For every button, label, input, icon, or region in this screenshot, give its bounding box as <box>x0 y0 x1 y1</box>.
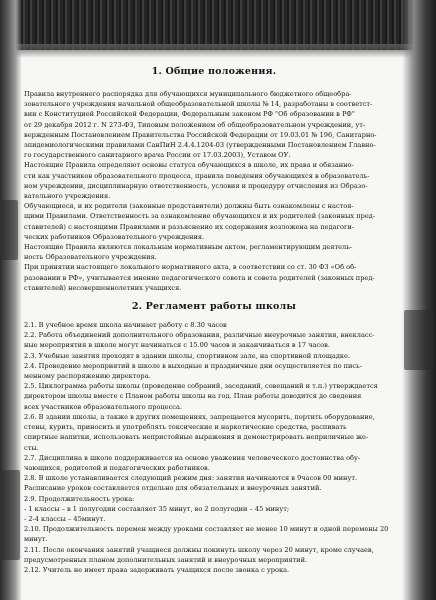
text-line: чающихся, родителей и педагогических работников. <box>24 463 210 472</box>
text-line: эпидемиологическими правилами СанПиН 2.4.4.1204-03 (утвержденными Постановлением Главно- <box>24 141 376 150</box>
text-line: го государственного санитарного врача России от 17.03.2003), Уставом ОУ. <box>24 151 291 160</box>
text-line: - 1 классы – в 1 полугодии составляет 35 минут, во 2 полугодии – 45 минут; <box>24 504 290 513</box>
section-2-title: 2. Регламент работы школы <box>131 301 297 313</box>
text-line: сти как участников образовательного процесса, правила поведения обучающихся в образователь- <box>24 171 370 180</box>
text-line: ные мероприятия в школе могут начинаться с 15.00 часов и заканчиваться в 17 часов. <box>24 341 330 350</box>
text-line: 2.6. В здании школы, а также в других помещениях, запрещается мусорить, портить оборудование, <box>24 412 375 421</box>
text-line: вержденным Постановлением Правительства Российской Федерации от 19.03.01 № 196, Санитарно- <box>24 130 377 139</box>
scan-smudge <box>2 470 20 560</box>
text-line: стены, курить, приносить и употреблять токсические и наркотические средства, распивать <box>24 423 347 432</box>
section-1-text <box>24 89 404 293</box>
text-line: 2.10. Продолжительность перемен между уроками составляет не менее 10 минут и одной перемены 20 <box>24 525 389 534</box>
text-line: ность Образовательного учреждения. <box>24 253 157 262</box>
text-line: сты. <box>24 443 39 452</box>
text-line: При принятии настоящего локального нормативного акта, в соответствии со ст. 30 ФЗ «Об об- <box>24 263 357 272</box>
text-line: зовательного учреждения начальной общеобразовательной школы № 14, разработаны в соответст- <box>24 100 373 109</box>
section-2-text <box>24 320 404 575</box>
text-line: Настоящие Правила определяют основы статуса обучающихся в школе, их права и обязанно- <box>24 161 354 170</box>
text-line: ческих работников Образовательного учреждения. <box>24 232 205 241</box>
text-line: разовании в РФ», учитывается мнение педагогического совета и совета родителей (законных пред- <box>24 273 375 282</box>
text-line: от 29 декабря 2012 г. N 273-ФЗ, Типовым положением об общеобразовательном учреждении, ут- <box>24 120 366 129</box>
text-line: ном учреждении, дисциплинарную ответственность, условия и процедуру отчисления из Образо- <box>24 181 368 190</box>
text-line: ставителей) несовершеннолетних учащихся. <box>24 283 182 292</box>
scan-smudge <box>404 310 434 370</box>
text-line: 2.3. Учебные занятия проходят в здании школы, спортивном зале, на спортивной площадке. <box>24 351 350 360</box>
text-line: Правила внутреннего распорядка для обучающихся муниципального бюджетного общеобра- <box>24 90 352 98</box>
text-line: предусмотренных планом дополнительных занятий и внеурочных мероприятий. <box>24 555 308 564</box>
scan-right-edge <box>402 0 436 600</box>
text-line: 2.2. Работа объединений дополнительного образования, различные внеурочные занятия, внекласс- <box>24 331 375 340</box>
text-line: спиртные напитки, использовать непристойные выражения и демонстрировать неприличные же- <box>24 433 369 442</box>
text-line: Расписание уроков составляется отдельно для обязательных и внеурочных занятий. <box>24 484 322 493</box>
text-line: 2.8. В школе устанавливается следующий режим дня: занятия начинаются в 9часов 00 минут. <box>24 474 358 483</box>
text-line: 2.12. Учитель не имеет права задерживать учащихся после звонка с урока. <box>24 565 290 574</box>
text-line: ставителей) с настоящими Правилами и разъяснение их содержания возложена на педагоги- <box>24 222 355 231</box>
scan-top-shadow <box>0 44 436 58</box>
text-line: щими Правилами. Ответственность за ознакомление обучающихся и их родителей (законных пред- <box>24 212 376 221</box>
scan-top-edge <box>0 0 436 50</box>
text-line: Обучающиеся, и их родители (законные представители) должны быть ознакомлены с настоя- <box>24 202 354 211</box>
scan-smudge <box>2 200 18 260</box>
text-line: вии с Конституцией Российской Федерации, Федеральным законом РФ "Об образовании в РФ" <box>24 110 355 119</box>
text-line: минут. <box>24 535 48 544</box>
text-line: 2.5. Циклограмма работы школы (проведение собраний, заседаний, совещаний и т.п.) утверждается <box>24 382 378 391</box>
text-line: всех участников образовательного процесса. <box>24 402 182 411</box>
text-line: менному распоряжению директора. <box>24 372 151 381</box>
section-1-title: 1. Общие положения. <box>151 66 277 77</box>
text-line: 2.11. После окончания занятий учащиеся должны покинуть школу через 20 минут, кроме случаев, <box>24 545 374 554</box>
text-line: 2.7. Дисциплина в школе поддерживается на основе уважения человеческого достоинства обу- <box>24 453 361 462</box>
text-line: 2.4. Проведение мероприятий в школе в выходные и праздничные дни осуществляется по пись- <box>24 361 362 370</box>
text-line: вательного учреждения. <box>24 192 111 201</box>
document-body <box>24 60 404 575</box>
text-line: Настоящие Правила являются локальным нормативным актом, регламентирующим деятель- <box>24 243 353 252</box>
text-line: - 2-4 классы – 45минут. <box>24 514 106 523</box>
text-line: директором школы вместе с Планом работы школы на год. План работы доводится до сведения <box>24 392 362 401</box>
text-line: 2.9. Продолжительность урока: <box>24 494 135 503</box>
text-line: 2.1. В учебное время школа начинает работу с 8.30 часов <box>24 321 227 330</box>
